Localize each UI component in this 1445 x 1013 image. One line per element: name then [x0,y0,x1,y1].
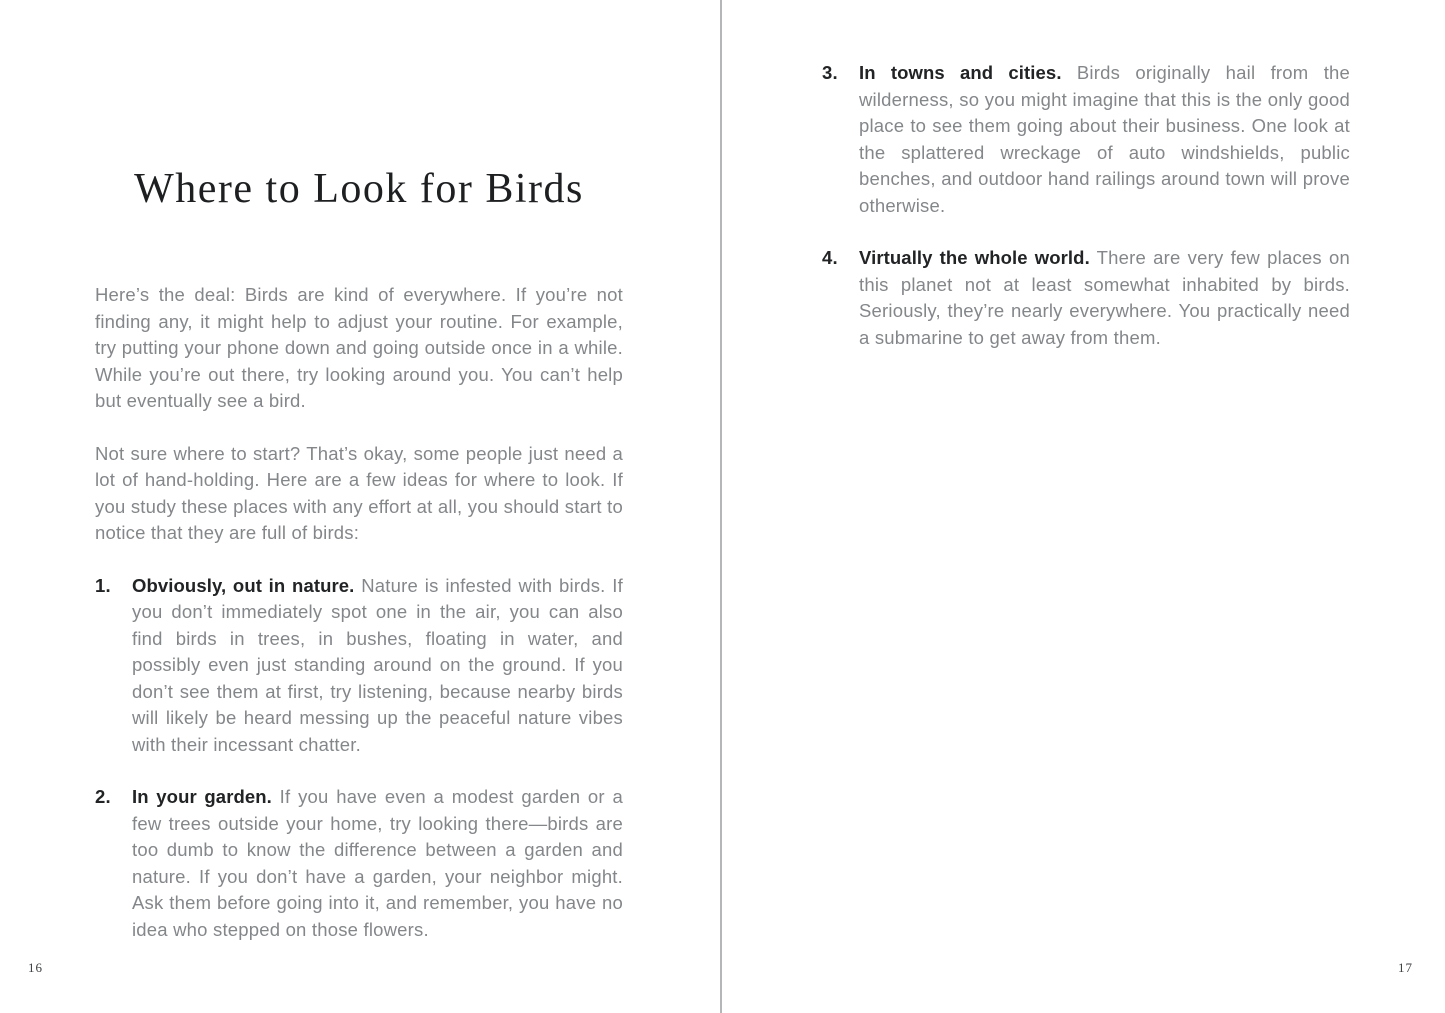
list-item-text [859,60,1350,219]
list-item-lead: Virtually the whole world. [859,247,1090,268]
list-item-body: Birds originally hail from the wilderness, so you might imagine that this is the only good place to see them going about their business. One look at the splattered wreckage of auto windshields, public benches, and outdoor hand railings around town will prove otherwise. [859,62,1351,216]
list-item [95,784,623,943]
list-item-text [132,784,623,943]
list-item-text [132,573,623,759]
list-item [95,573,623,759]
list-item-text [859,245,1350,351]
list-item-body: If you have even a modest garden or a few trees outside your home, try looking there—birds are too dumb to know the difference between a garden and nature. If you don’t have a garden, your neighbor might. Ask them before going into it, and remember, you have no idea who stepped on those flowers. [132,786,623,940]
page-gutter-divider [720,0,722,1013]
left-page-text-column [95,282,623,969]
list-item [822,245,1350,351]
list-number: 4. [822,247,838,268]
list-item-lead: In your garden. [132,786,272,807]
page-number-left: 16 [28,960,43,975]
list-item-lead: In towns and cities. [859,62,1062,83]
chapter-title: Where to Look for Birds [134,166,584,212]
list-number: 1. [95,574,111,596]
list-item-lead: Obviously, out in nature. [132,574,355,596]
list-item [822,60,1350,219]
right-page-text-column [822,60,1350,377]
page-number-right: 17 [1398,960,1413,975]
second-paragraph: Not sure where to start? That’s okay, some people just need a lot of hand-holding. Here are a few ideas for where to look. If you study these places with any effort at all, you should start to notice that they are full of birds: [95,442,623,543]
list-item-body: Nature is infested with birds. If you don’t immediately spot one in the air, you can also find birds in trees, in bushes, floating in water, and possibly even just standing around on the ground. If you don’t see them at first, try listening, because nearby birds will likely be heard messing up the peaceful nature vibes with their incessant chatter. [132,574,623,755]
list-number: 2. [95,786,111,807]
list-item-body: There are very few places on this planet not at least somewhat inhabited by birds. Seriously, they’re nearly everywhere. You practically need a submarine to get away from them. [859,247,1350,348]
list-number: 3. [822,62,838,83]
intro-paragraph: Here’s the deal: Birds are kind of everywhere. If you’re not finding any, it might help to adjust your routine. For example, try putting your phone down and going outside once in a while. While you’re out there, try looking around you. You can’t help but eventually see a bird. [95,284,623,411]
